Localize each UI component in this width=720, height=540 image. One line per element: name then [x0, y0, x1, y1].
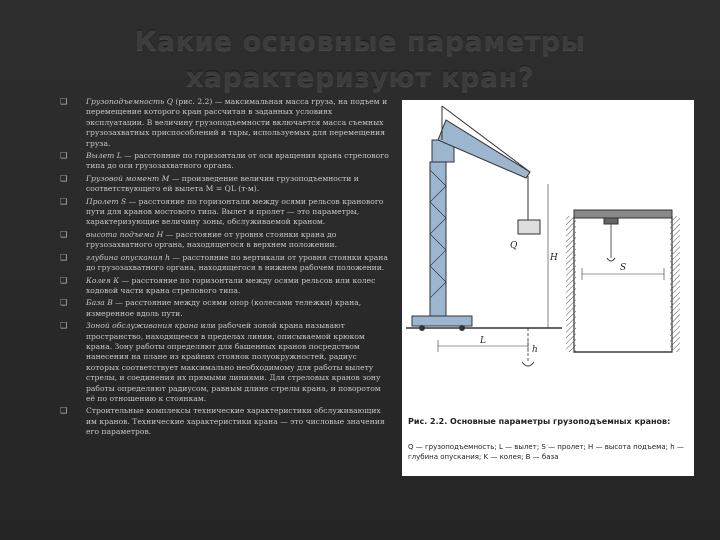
- figure-caption-title: Рис. 2.2. Основные параметры грузоподъемных кранов:: [408, 417, 671, 426]
- list-item: [60, 151, 392, 172]
- bullet-text: — расстояние по горизонтали между осями рельсов или колес ходовой части крана стрелового типа.: [86, 275, 376, 295]
- list-item: [60, 253, 392, 274]
- bullet-icon: ❑: [60, 229, 68, 239]
- list-item: [60, 406, 392, 437]
- label-L: L: [480, 336, 486, 346]
- slide-title: Какие основные параметры характеризуют кран?: [134, 26, 586, 93]
- list-item: [60, 276, 392, 297]
- label-S: S: [620, 263, 627, 273]
- list-item: [60, 174, 392, 195]
- list-item: [60, 230, 392, 251]
- bullet-icon: ❑: [60, 173, 68, 183]
- bullet-icon: ❑: [60, 275, 68, 285]
- bullet-text: — расстояние от уровня стоянки крана до грузозахватного органа, находящегося в верхнем положении.: [86, 229, 337, 250]
- bullet-icon: ❑: [60, 97, 68, 106]
- bullet-text: или рабочей зоной крана называют пространство, находящееся в пределах линии, описываемой крюком крана. Зону работы определяют для башенных кранов посредством нанесения на плане из крайних стоянок полуокружностей, радиус которых соответствует максимально необходимому для работы вылету стрелы, и соединения их прямыми линиями. Для стреловых кранов зону работы определяют радиусом, равным длине стрелы крана, и поворотом её по отношению к стоянкам.: [86, 321, 381, 403]
- bullet-text: — расстояние по горизонтали между осями рельсов кранового пути для кранов мостового типа. Вылет и пролет — это параметры, характеризующие величину зоны, обслуживаемой краном.: [86, 196, 384, 227]
- bullet-text: Строительные комплексы технические характеристики обслуживающих им кранов. Технические характеристики крана — это числовые значения его параметров.: [86, 406, 385, 437]
- bullet-term: Зоной обслуживания крана: [86, 321, 199, 331]
- bullet-icon: ❑: [60, 252, 68, 262]
- bullet-term: Грузовой момент М: [86, 173, 170, 183]
- bullet-icon: ❑: [60, 298, 68, 308]
- list-item: [60, 321, 392, 404]
- bullet-icon: ❑: [60, 151, 68, 161]
- crane-diagram: [402, 100, 694, 476]
- bullet-text: — расстояние по горизонтали от оси вращения крана стрелового типа до оси грузозахватного органа.: [86, 151, 389, 171]
- label-h: h: [532, 345, 538, 355]
- figure-caption-body: Q — грузоподъемность; L — вылет; S — пролет; H — высота подъема; h — глубина опускания; K — колея; B — база: [408, 443, 684, 461]
- label-Q: Q: [510, 241, 518, 251]
- bullet-term: глубина опускания h: [86, 252, 170, 262]
- bullet-list: [60, 97, 392, 440]
- bullet-text: — произведение величин грузоподъемности и соответствующего ей вылета М = QL (т·м).: [86, 173, 359, 194]
- bullet-term: высота подъема Н: [86, 229, 164, 239]
- bullet-icon: ❑: [60, 406, 68, 416]
- bullet-term: Грузоподъемность Q: [86, 97, 173, 106]
- bullet-text: (рис. 2.2) — максимальная масса груза, на подъем и перемещение которого кран рассчитан в заданных условиях эксплуатации. В величину грузоподъемности включается масса съемных грузозахватных приспособлений и тары, используемых для перемещения груза.: [86, 97, 388, 148]
- bullet-term: Колея К: [86, 275, 120, 285]
- list-item: [60, 97, 392, 149]
- bullet-text: — расстояние по вертикали от уровня стоянки крана до грузозахватного органа, находящегося в нижнем рабочем положении.: [86, 252, 388, 273]
- bullet-term: Пролет S: [86, 196, 127, 206]
- bullet-icon: ❑: [60, 321, 68, 331]
- list-item: [60, 298, 392, 319]
- bullet-term: База В: [86, 298, 113, 308]
- bullet-text: — расстояние между осями опор (колесами тележки) крана, измеренное вдоль пути.: [86, 298, 362, 318]
- bullet-term: Вылет L: [86, 151, 122, 161]
- list-item: [60, 197, 392, 228]
- bullet-icon: ❑: [60, 196, 68, 206]
- label-H: H: [550, 253, 558, 263]
